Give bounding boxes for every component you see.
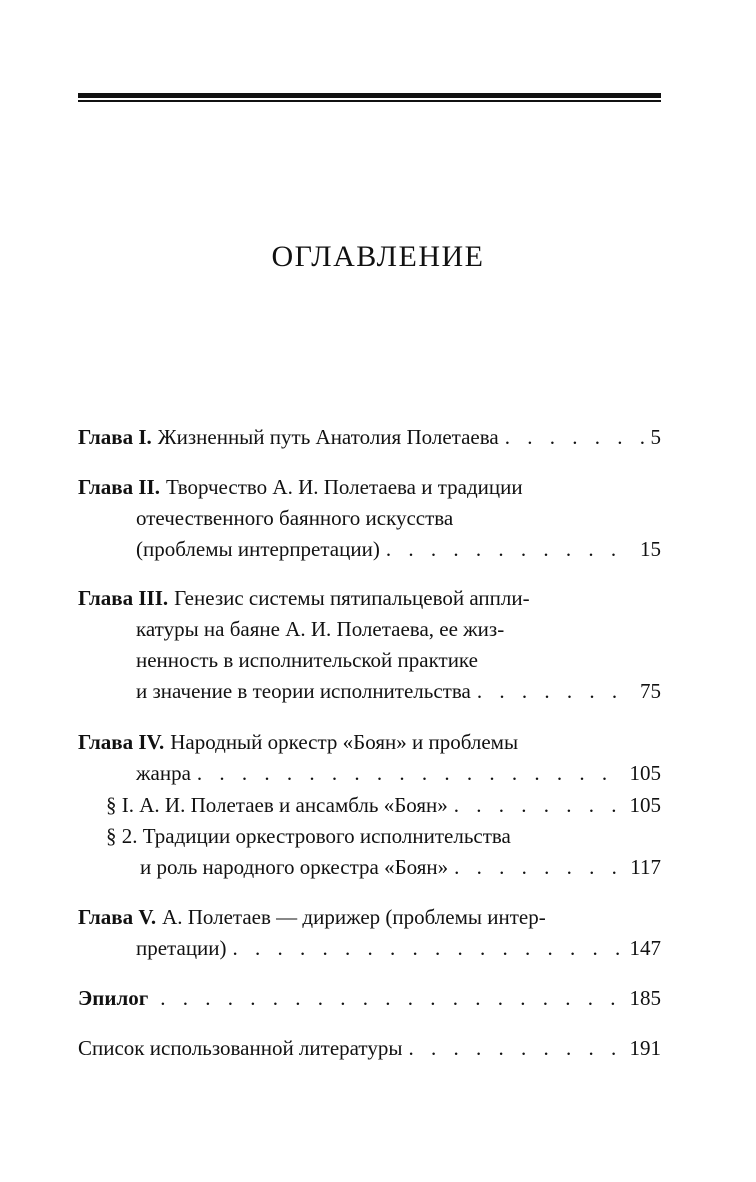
page-number: 75 [640,679,661,703]
chapter-title-line: (проблемы интерпретации) [136,537,380,561]
chapter-title: Жизненный путь Анатолия Полетаева [157,425,499,449]
toc-entry-chapter-4-end [136,758,661,788]
chapter-title-line: Генезис системы пятипальцевой аппли- [174,586,530,610]
toc-entry-chapter-3-end [136,676,661,706]
chapter-title-line: отечественного баянного искусства [136,506,454,530]
chapter-label: Глава I. [78,425,152,449]
leader-dots [197,758,624,788]
leader-dots [454,790,624,820]
chapter-title-line: Народный оркестр «Боян» и проблемы [170,730,519,754]
leader-dots [408,1033,623,1063]
page-number: 117 [630,855,661,879]
leader-dots [505,422,645,452]
page-number: 105 [629,793,661,817]
page-number: 185 [629,986,661,1010]
toc-entry-chapter-3-cont [136,645,661,675]
chapter-label: Глава II. [78,475,160,499]
toc-entry-section-2[interactable] [106,821,661,851]
toc-entry-chapter-2-end [136,534,661,564]
toc-entry-chapter-2[interactable] [78,472,661,502]
toc-entry-chapter-1[interactable] [78,422,661,452]
chapter-title-line: катуры на баяне А. И. Полетаева, ее жиз- [136,617,505,641]
section-title-line: и роль народного оркестра «Боян» [140,855,449,879]
leader-dots [454,852,624,882]
toc-entry-chapter-3-cont [136,614,661,644]
chapter-title-line: жанра [136,761,191,785]
section-title: § I. А. И. Полетаев и ансамбль «Боян» [106,793,448,817]
literature-title: Список использованной литературы [78,1036,403,1060]
section-title-line: § 2. Традиции оркестрового исполнительства [106,824,511,848]
page-number: 147 [629,936,661,960]
toc-entry-literature[interactable] [78,1033,661,1063]
top-rule-thin [78,100,661,102]
leader-dots [477,676,634,706]
chapter-label: Глава V. [78,905,157,929]
toc-entry-epilogue[interactable] [78,983,661,1013]
chapter-title-line: А. Полетаев — дирижер (проблемы интер- [162,905,546,929]
top-rule-thick [78,93,661,98]
page-number: 15 [640,537,661,561]
toc-entry-chapter-5-end [136,933,661,963]
page-title: ОГЛАВЛЕНИЕ [271,240,485,273]
page-number: 191 [629,1036,661,1060]
toc-entry-chapter-3[interactable] [78,583,661,613]
chapter-label: Глава IV. [78,730,165,754]
toc-entry-section-2-end [140,852,661,882]
toc-entry-chapter-4[interactable] [78,727,661,757]
chapter-title-line: ненность в исполнительской практике [136,648,478,672]
toc-entry-chapter-5[interactable] [78,902,661,932]
leader-dots [386,534,634,564]
chapter-title-line: и значение в теории исполнительства [136,679,471,703]
leader-dots [233,933,624,963]
chapter-label: Глава III. [78,586,169,610]
epilogue-label: Эпилог [78,986,149,1010]
leader-dots [160,983,623,1013]
toc-entry-chapter-2-cont [136,503,661,533]
chapter-title-line: претации) [136,936,227,960]
page-number: 5 [650,425,661,449]
toc-entry-section-1[interactable] [106,790,661,820]
chapter-title-line: Творчество А. И. Полетаева и традиции [165,475,523,499]
page-number: 105 [629,761,661,785]
